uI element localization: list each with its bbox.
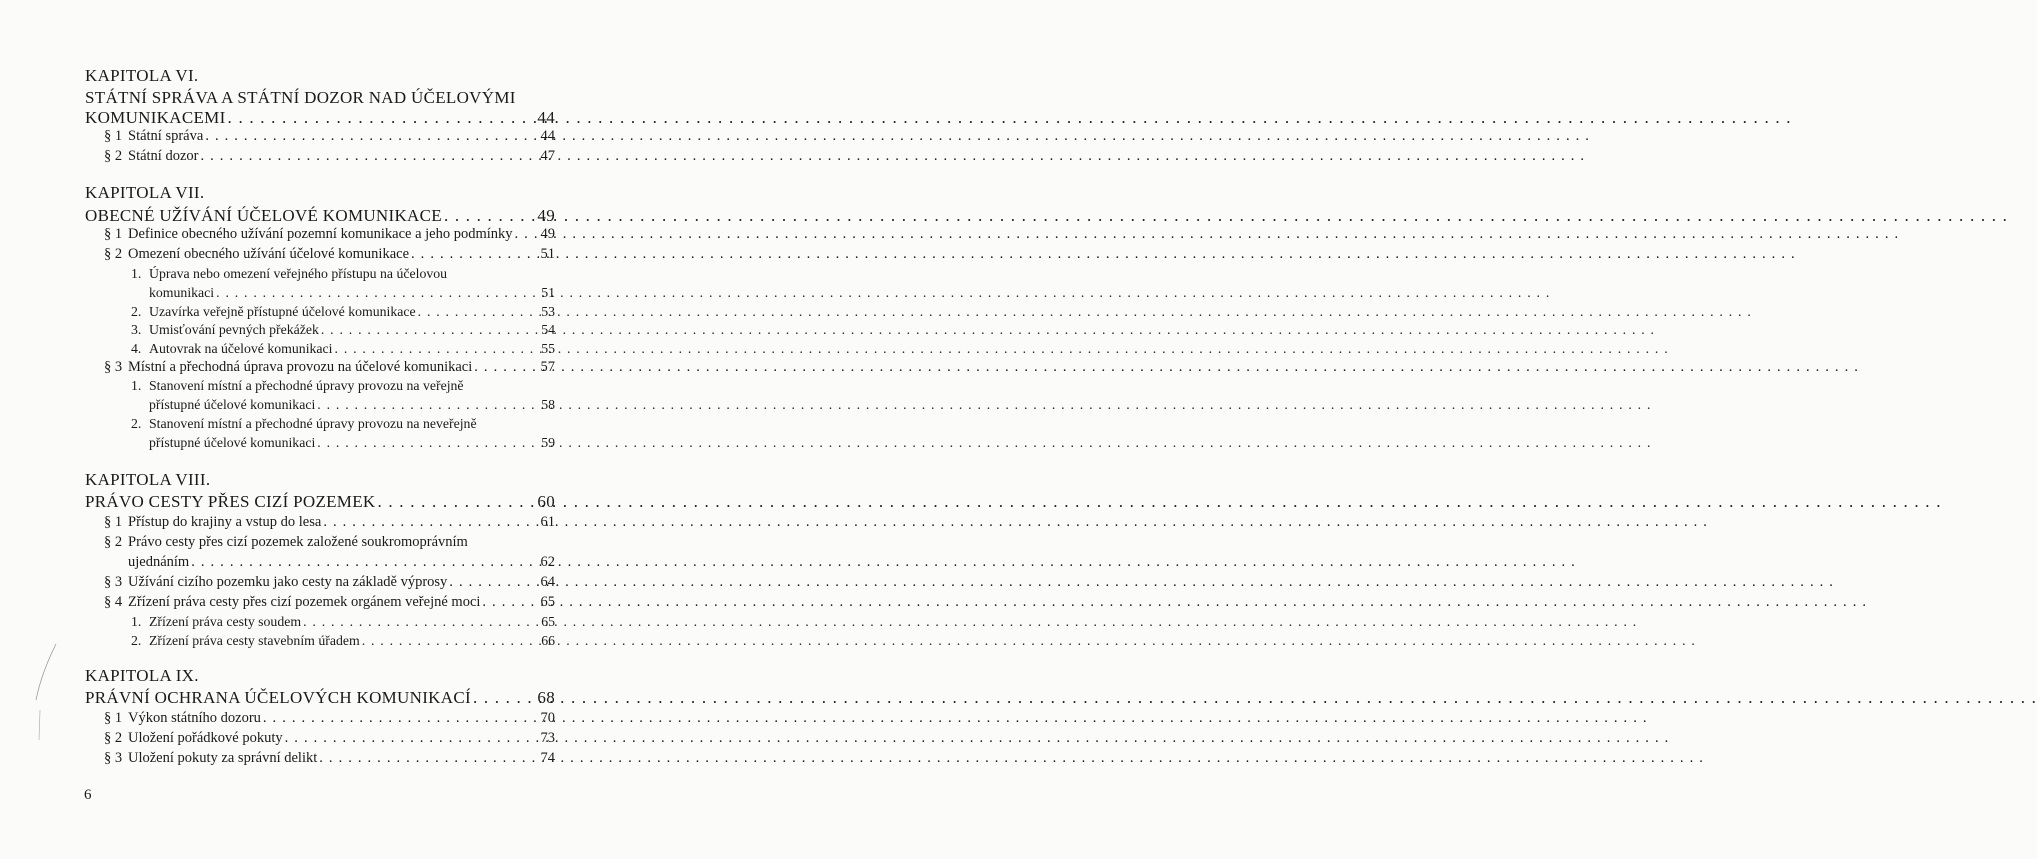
page-ref: 62 [540,554,555,570]
section-number: § 2 [104,148,123,164]
subsection-number: 2. [131,304,142,319]
toc-entry[interactable] [128,574,555,591]
dot-leader [449,574,538,591]
section-number: § 1 [104,710,123,726]
page-ref: 68 [537,688,555,707]
page-ref: 60 [537,492,555,511]
entry-text: Zřízení práva cesty stavebním úřadem [149,633,360,648]
toc-entry[interactable] [128,148,555,165]
dot-leader [205,128,538,145]
subsection-number: 3. [131,322,142,337]
page-ref: 66 [541,633,555,648]
toc-entry[interactable] [149,435,555,451]
chapter-label: KAPITOLA VIII. [85,470,211,489]
dot-leader [378,492,536,512]
page-ref: 73 [540,730,555,746]
toc-entry[interactable] [128,128,555,145]
page-ref: 65 [541,614,555,629]
toc-entry[interactable] [85,492,555,512]
pencil-mark-icon [30,640,60,750]
section-number: § 3 [104,574,123,590]
toc-entry[interactable] [85,688,555,708]
dot-leader [323,514,538,531]
page-ref: 57 [540,359,555,375]
page-ref: 70 [540,710,555,726]
toc-entry[interactable] [85,108,555,128]
entry-text: Výkon státního dozoru [128,710,261,726]
page-ref: 74 [540,750,555,766]
entry-text: Omezení obecného užívání účelové komunikace [128,246,410,262]
page-ref: 54 [541,322,555,337]
subsection-number: 1. [131,614,142,629]
dot-leader [285,730,539,747]
entry-text: Užívání cizího pozemku jako cesty na základě výprosy [128,574,448,590]
page-ref: 51 [540,246,555,262]
page-number: 6 [84,787,92,803]
entry-text: přístupné účelové komunikaci [149,397,316,412]
page-ref: 44 [537,108,555,127]
toc-entry[interactable] [149,285,555,301]
page-ref: 61 [540,514,555,530]
toc-entry[interactable] [128,226,555,243]
toc-entry[interactable] [128,246,555,263]
section-number: § 3 [104,359,123,375]
chapter-label: KAPITOLA VI. [85,66,199,85]
chapter-title: OBECNÉ UŽÍVÁNÍ ÚČELOVÉ KOMUNIKACE [85,206,442,225]
entry-text: Uzavírka veřejně přístupné účelové komunikace [149,304,416,319]
toc-entry[interactable] [128,594,555,611]
dot-leader [418,304,540,320]
section-number: § 1 [104,514,123,530]
entry-text: Definice obecného užívání pozemní komunikace a jeho podmínky [128,226,513,242]
page-ref: 49 [537,206,555,225]
subsection-number: 1. [131,266,142,281]
section-number: § 3 [104,750,123,766]
page-ref: 47 [540,148,555,164]
chapter-label: KAPITOLA VII. [85,183,205,202]
entry-text: přístupné účelové komunikaci [149,435,316,450]
dot-leader [228,108,536,128]
dot-leader [482,594,538,611]
entry-text: ujednáním [128,554,190,570]
chapter-label: KAPITOLA IX. [85,666,199,685]
toc-entry[interactable] [149,304,555,320]
page-ref: 53 [541,304,555,319]
entry-text: Místní a přechodná úprava provozu na účelové komunikaci [128,359,473,375]
toc-entry[interactable] [149,397,555,413]
section-number: § 2 [104,534,123,550]
entry-text: Státní dozor [128,148,199,164]
toc-entry[interactable] [128,750,555,767]
section-number: § 2 [104,730,123,746]
page-ref: 59 [541,435,555,450]
entry-text: Uložení pořádkové pokuty [128,730,283,746]
toc-entry[interactable] [128,554,555,571]
dot-leader [191,554,538,571]
entry-text: Zřízení práva cesty přes cizí pozemek orgánem veřejné moci [128,594,481,610]
toc-entry[interactable] [128,359,555,376]
entry-text: Zřízení práva cesty soudem [149,614,302,629]
dot-leader [216,285,539,301]
subsection-number: 2. [131,633,142,648]
dot-leader [474,359,538,376]
entry-text: Umisťování pevných překážek [149,322,319,337]
entry-text-line1: Úprava nebo omezení veřejného přístupu na účelovou [149,266,448,281]
subsection-number: 4. [131,341,142,356]
dot-leader [335,341,540,357]
page-ref: 58 [541,397,555,412]
dot-leader [515,226,539,243]
dot-leader [321,322,539,338]
toc-entry[interactable] [128,710,555,727]
toc-entry[interactable] [149,633,555,649]
entry-text: Státní správa [128,128,204,144]
section-number: § 1 [104,128,123,144]
page-ref: 51 [541,285,555,300]
chapter-title: PRÁVNÍ OCHRANA ÚČELOVÝCH KOMUNIKACÍ [85,688,471,707]
toc-entry[interactable] [85,206,555,226]
section-number: § 1 [104,226,123,242]
dot-leader [263,710,539,727]
page-ref: 65 [540,594,555,610]
entry-text: Uložení pokuty za správní delikt [128,750,318,766]
subsection-number: 2. [131,416,142,431]
dot-leader [200,148,538,165]
page-ref: 44 [540,128,555,144]
book-page [0,0,600,859]
toc-entry[interactable] [149,614,555,630]
entry-text: Autovrak na účelové komunikaci [149,341,333,356]
toc-entry[interactable] [149,322,555,338]
section-number: § 4 [104,594,123,610]
toc-entry[interactable] [128,514,555,531]
chapter-title: STÁTNÍ SPRÁVA A STÁTNÍ DOZOR NAD ÚČELOVÝMI [85,88,516,107]
entry-text-line1: Stanovení místní a přechodné úpravy provozu na neveřejně [149,416,477,431]
chapter-title: PRÁVO CESTY PŘES CIZÍ POZEMEK [85,492,376,511]
dot-leader [411,246,538,263]
dot-leader [473,688,535,708]
dot-leader [362,633,540,649]
dot-leader [444,206,535,226]
chapter-title: KOMUNIKACEMI [85,108,226,127]
dot-leader [317,435,539,451]
page-ref: 55 [541,341,555,356]
toc-entry[interactable] [128,730,555,747]
page-ref: 64 [540,574,555,590]
subsection-number: 1. [131,378,142,393]
toc-entry[interactable] [149,341,555,357]
dot-leader [319,750,538,767]
dot-leader [303,614,539,630]
entry-text: Přístup do krajiny a vstup do lesa [128,514,322,530]
entry-text: komunikaci [149,285,215,300]
entry-text-line1: Stanovení místní a přechodné úpravy provozu na veřejně [149,378,464,393]
entry-text-line1: Právo cesty přes cizí pozemek založené soukromoprávním [128,534,468,550]
dot-leader [317,397,539,413]
page-ref: 49 [540,226,555,242]
section-number: § 2 [104,246,123,262]
